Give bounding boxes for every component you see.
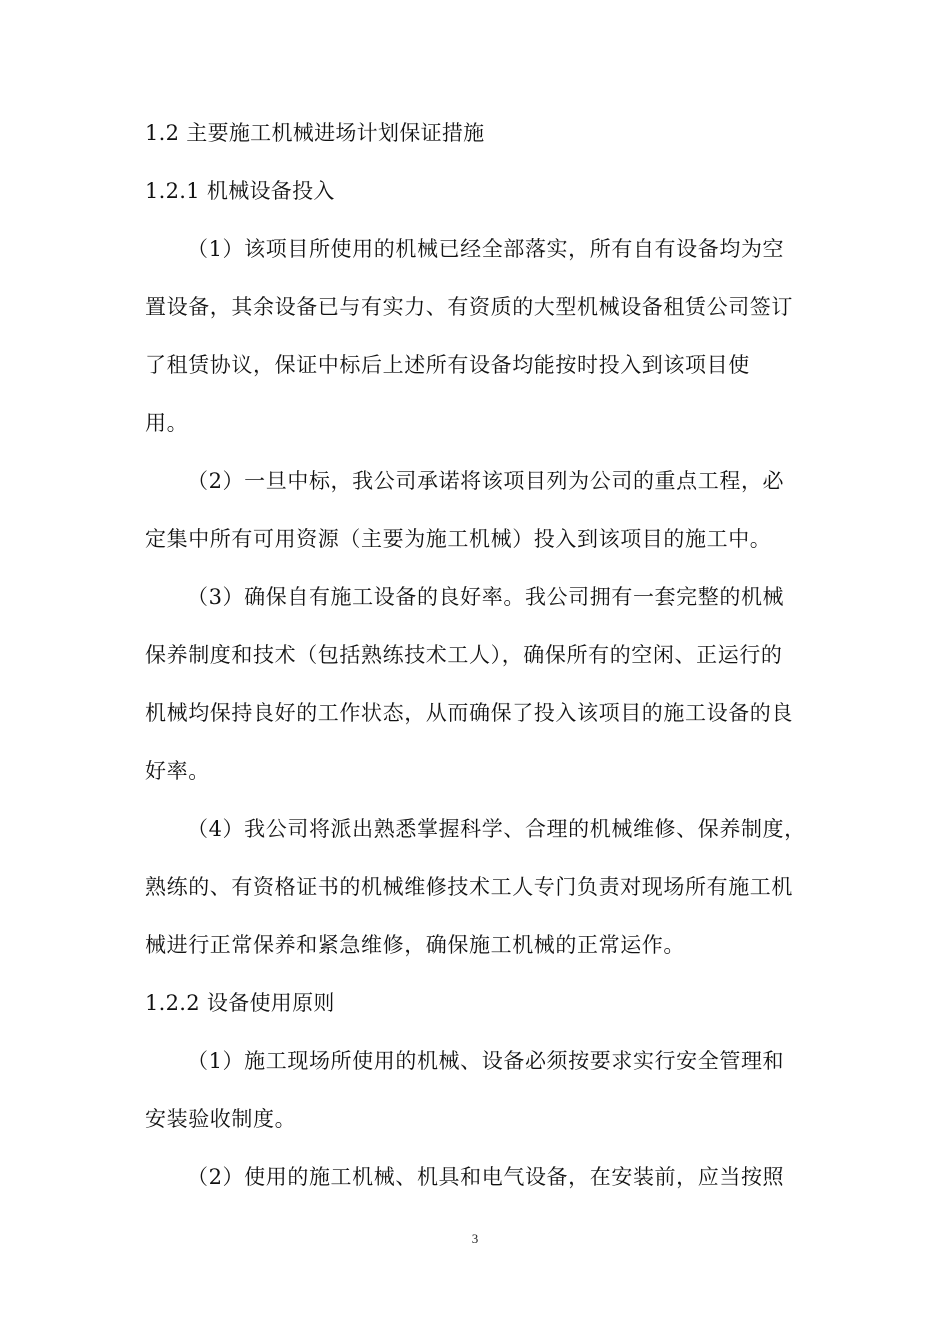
paragraph-line: 械进行正常保养和紧急维修，确保施工机械的正常运作。 xyxy=(145,933,685,957)
paragraph-line: （1）施工现场所使用的机械、设备必须按要求实行安全管理和 xyxy=(187,1049,785,1073)
paragraph-line: 保养制度和技术（包括熟练技术工人），确保所有的空闲、正运行的 xyxy=(145,643,783,667)
page-number: 3 xyxy=(471,1231,479,1246)
paragraph-line: （2）一旦中标，我公司承诺将该项目列为公司的重点工程，必 xyxy=(187,469,785,493)
paragraph-line: （4）我公司将派出熟悉掌握科学、合理的机械维修、保养制度， xyxy=(187,817,806,841)
section-heading-1-2-2: 1.2.2 设备使用原则 xyxy=(145,991,335,1015)
paragraph-line: 安装验收制度。 xyxy=(145,1107,297,1131)
paragraph-line: 置设备，其余设备已与有实力、有资质的大型机械设备租赁公司签订 xyxy=(145,295,793,319)
paragraph-line: 了租赁协议，保证中标后上述所有设备均能按时投入到该项目使 xyxy=(145,353,750,377)
document-body xyxy=(145,104,807,1206)
paragraph-line: 用。 xyxy=(145,411,189,435)
paragraph-line: 机械均保持良好的工作状态，从而确保了投入该项目的施工设备的良 xyxy=(145,701,793,725)
paragraph-line: （1）该项目所使用的机械已经全部落实，所有自有设备均为空 xyxy=(187,237,785,261)
paragraph-line: 定集中所有可用资源（主要为施工机械）投入到该项目的施工中。 xyxy=(145,527,772,551)
paragraph-line: （2）使用的施工机械、机具和电气设备，在安装前，应当按照 xyxy=(187,1165,785,1189)
paragraph-line: （3）确保自有施工设备的良好率。我公司拥有一套完整的机械 xyxy=(187,585,785,609)
paragraph-line: 熟练的、有资格证书的机械维修技术工人专门负责对现场所有施工机 xyxy=(145,875,793,899)
paragraph-line: 好率。 xyxy=(145,759,210,783)
section-heading-1-2-1: 1.2.1 机械设备投入 xyxy=(145,179,335,203)
section-heading-1-2: 1.2 主要施工机械进场计划保证措施 xyxy=(145,121,485,145)
